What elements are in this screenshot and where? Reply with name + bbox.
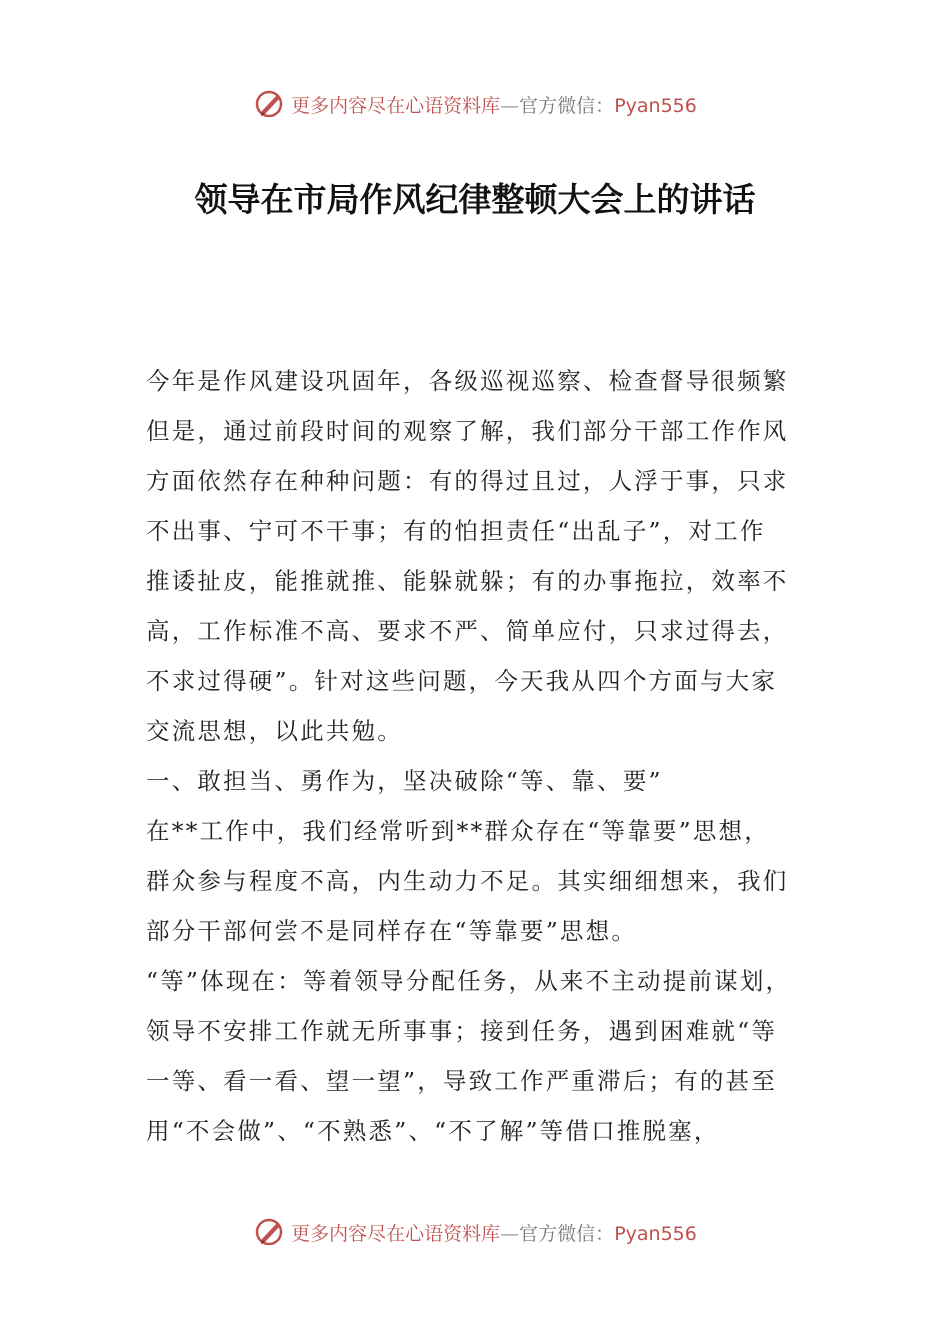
body-line: 领导不安排工作就无所事事；接到任务，遇到困难就“等 (146, 1017, 778, 1045)
pen-circle-logo-icon (253, 1215, 287, 1249)
body-line: “等”体现在：等着领导分配任务，从来不主动提前谋划， (146, 967, 792, 995)
body-line: 不求过得硬”。针对这些问题，今天我从四个方面与大家 (146, 667, 778, 695)
body-line: 今年是作风建设巩固年，各级巡视巡察、检查督导很频繁 (146, 367, 789, 395)
watermark-main: 更多内容尽在心语资料库 (291, 94, 501, 117)
body-line: 群众参与程度不高，内生动力不足。其实细细想来，我们 (146, 867, 789, 895)
body-line: 用“不会做”、“不熟悉”、“不了解”等借口推脱塞， (146, 1117, 720, 1145)
footer-watermark-banner (0, 1212, 950, 1252)
body-line: 部分干部何尝不是同样存在“等靠要”思想。 (146, 917, 638, 945)
body-line: 一等、看一看、望一望”，导致工作严重滞后；有的甚至 (146, 1067, 778, 1095)
watermark-dash: — (500, 94, 520, 117)
header-watermark-banner (0, 84, 950, 124)
watermark-text (291, 1219, 697, 1246)
watermark-official: 官方微信： (519, 1222, 615, 1245)
body-line: 在**工作中，我们经常听到**群众存在“等靠要”思想， (146, 817, 770, 845)
body-line: 但是，通过前段时间的观察了解，我们部分干部工作作风 (146, 417, 789, 445)
body-line: 不出事、宁可不干事；有的怕担责任“出乱子”，对工作 (146, 517, 766, 545)
document-body (146, 358, 806, 1158)
body-line: 推诿扯皮，能推就推、能躲就躲；有的办事拖拉，效率不 (146, 567, 789, 595)
watermark-official: 官方微信： (519, 94, 615, 117)
body-line: 高，工作标准不高、要求不严、简单应付，只求过得去， (146, 617, 789, 645)
document-title: 领导在市局作风纪律整顿大会上的讲话 (194, 180, 756, 219)
body-line: 交流思想，以此共勉。 (146, 717, 403, 745)
body-line: 方面依然存在种种问题：有的得过且过，人浮于事，只求 (146, 467, 789, 495)
watermark-main: 更多内容尽在心语资料库 (291, 1222, 501, 1245)
watermark-handle: Pyan556 (614, 94, 697, 117)
watermark-handle: Pyan556 (614, 1222, 697, 1245)
watermark-text (291, 91, 697, 118)
section-heading: 一、敢担当、勇作为，坚决破除“等、靠、要” (146, 767, 663, 795)
pen-circle-logo-icon (253, 87, 287, 121)
watermark-dash: — (500, 1222, 520, 1245)
